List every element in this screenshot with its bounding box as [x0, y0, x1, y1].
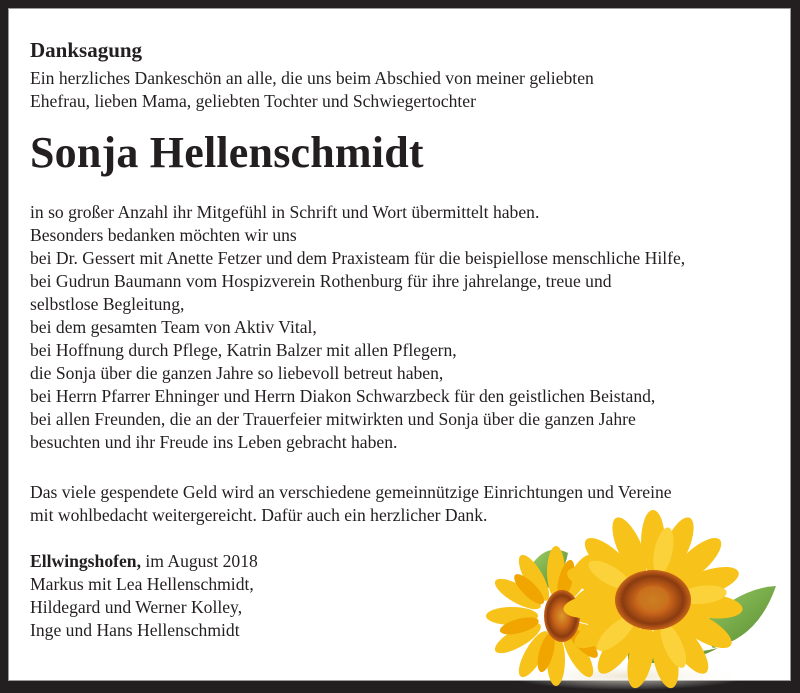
signer-names: Inge und Hans Hellenschmidt: [30, 620, 240, 640]
signer-names: Hildegard und Werner Kolley,: [30, 597, 243, 617]
paragraph-line: mit wohlbedacht weitergereicht. Dafür auch ein herzlicher Dank.: [30, 505, 488, 525]
intro-line: Ein herzliches Dankeschön an alle, die uns beim Abschied von meiner geliebten: [30, 68, 594, 88]
deceased-name: Sonja Hellenschmidt: [30, 128, 424, 177]
paragraph-line: bei Dr. Gessert mit Anette Fetzer und dem Praxisteam für die beispiellose menschliche Hilfe,: [30, 248, 686, 268]
paragraph-line: die Sonja über die ganzen Jahre so liebevoll betreut haben,: [30, 363, 444, 383]
notice-heading: Danksagung: [30, 38, 143, 62]
paragraph-line: bei allen Freunden, die an der Trauerfeier mitwirkten und Sonja über die ganzen Jahre: [30, 409, 636, 429]
signature-block: [30, 550, 258, 642]
place-date-line: [30, 550, 258, 573]
paragraph-line: bei Herrn Pfarrer Ehninger und Herrn Diakon Schwarzbeck für den geistlichen Beistand,: [30, 386, 656, 406]
paragraph-line: Das viele gespendete Geld wird an verschiedene gemeinnützige Einrichtungen und Vereine: [30, 482, 672, 502]
sunflowers-icon: [478, 508, 778, 693]
intro-line: Ehefrau, lieben Mama, geliebten Tochter und Schwiegertochter: [30, 91, 476, 111]
paragraph-line: besuchten und ihr Freude ins Leben gebracht haben.: [30, 432, 398, 452]
place-name: Ellwingshofen,: [30, 551, 141, 571]
paragraph-line: bei Hoffnung durch Pflege, Katrin Balzer mit allen Pflegern,: [30, 340, 457, 360]
paragraph-line: bei Gudrun Baumann vom Hospizverein Rothenburg für ihre jahrelange, treue und: [30, 271, 612, 291]
paragraph-line: bei dem gesamten Team von Aktiv Vital,: [30, 317, 317, 337]
intro-text: [30, 67, 594, 113]
thanks-paragraph: [30, 201, 685, 454]
date-text: im August 2018: [140, 551, 258, 571]
paragraph-line: Besonders bedanken möchten wir uns: [30, 225, 297, 245]
signer-names: Markus mit Lea Hellenschmidt,: [30, 574, 254, 594]
paragraph-line: in so großer Anzahl ihr Mitgefühl in Schrift und Wort übermittelt haben.: [30, 202, 540, 222]
obituary-card: [8, 8, 791, 681]
paragraph-line: selbstlose Begleitung,: [30, 294, 185, 314]
